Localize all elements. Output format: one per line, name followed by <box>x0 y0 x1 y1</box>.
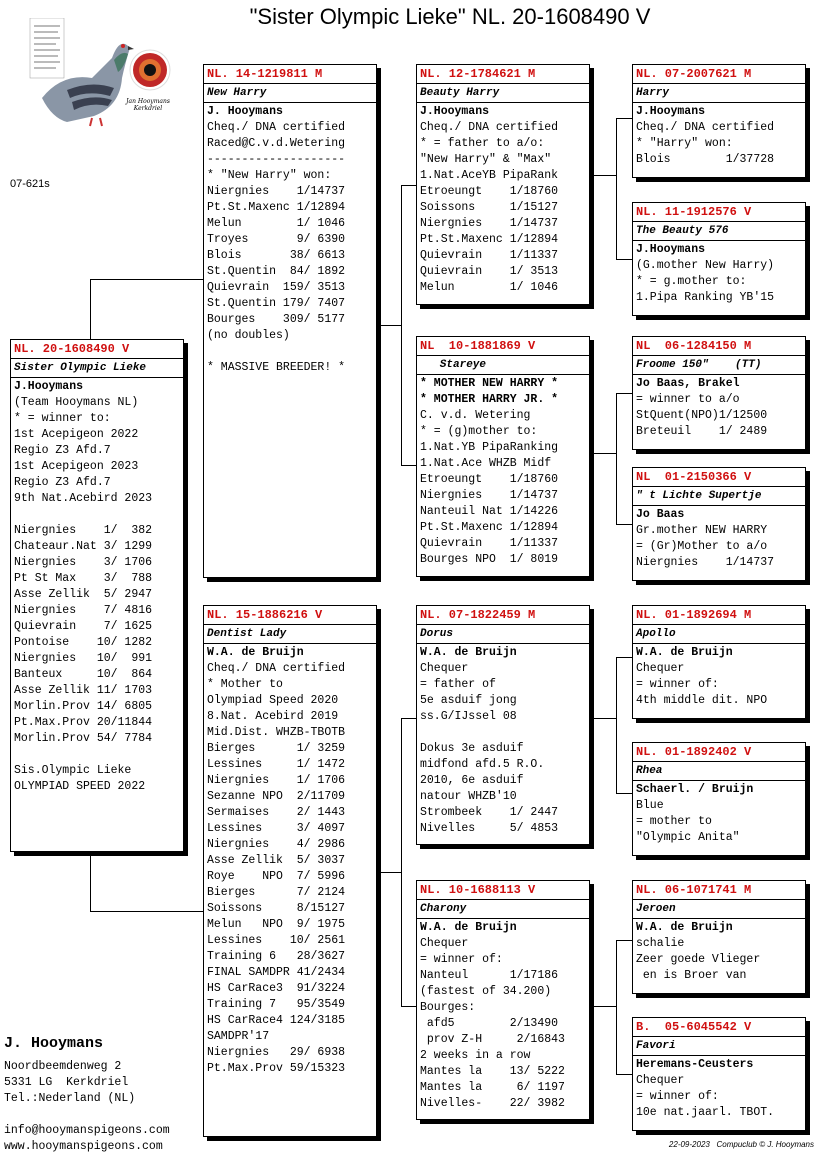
card-line: Regio Z3 Afd.7 <box>14 476 111 489</box>
card-line: 2 weeks in a row <box>420 1049 531 1062</box>
card-line: * MOTHER NEW HARRY * <box>420 377 559 390</box>
pedigree-card-mmm <box>632 1017 806 1131</box>
pedigree-card-fff <box>632 64 806 178</box>
card-body <box>204 644 376 1078</box>
card-line: St.Quentin 179/ 7407 <box>207 297 346 310</box>
card-line: W.A. de Bruijn <box>207 646 304 659</box>
card-line: Quievrain 1/11337 <box>420 537 559 550</box>
card-line: ss.G/IJssel 08 <box>420 710 517 723</box>
card-body <box>633 506 805 572</box>
card-line: = mother to <box>636 815 712 828</box>
connector <box>377 325 401 326</box>
pedigree-card-ff <box>416 64 590 305</box>
card-body <box>633 375 805 441</box>
pigeon-name: Dentist Lady <box>204 625 376 644</box>
card-line: Asse Zellik 5/ 2947 <box>14 588 153 601</box>
pedigree-card-ffm <box>632 202 806 316</box>
card-line: natour WHZB'10 <box>420 790 517 803</box>
pigeon-name: Apollo <box>633 625 805 644</box>
card-line: Sis.Olympic Lieke <box>14 764 132 777</box>
pedigree-card-mmf <box>632 880 806 994</box>
card-line: Niergnies 4/ 2986 <box>207 838 346 851</box>
card-line: 1.Nat.AceYB PipaRank <box>420 169 559 182</box>
card-line: J.Hooymans <box>420 105 490 118</box>
card-line: afd5 2/13490 <box>420 1017 559 1030</box>
card-line: Pt.Max.Prov 59/15323 <box>207 1062 346 1075</box>
card-line: Bourges NPO 1/ 8019 <box>420 553 559 566</box>
card-line: = (Gr)Mother to a/o <box>636 540 768 553</box>
card-line: Pt.St.Maxenc 1/12894 <box>420 521 559 534</box>
pigeon-name: Froome 150" (TT) <box>633 356 805 375</box>
card-line: Melun 1/ 1046 <box>420 281 559 294</box>
card-line: Zeer goede Vlieger <box>636 953 761 966</box>
card-line: Niergnies 10/ 991 <box>14 652 153 665</box>
card-line: * = (g)mother to: <box>420 425 538 438</box>
card-line: Bierges 1/ 3259 <box>207 742 346 755</box>
card-line: Bourges 309/ 5177 <box>207 313 346 326</box>
card-line: St.Quentin 84/ 1892 <box>207 265 346 278</box>
pedigree-card-mother <box>203 605 377 1137</box>
card-line: J.Hooymans <box>636 105 706 118</box>
card-line: Mantes la 6/ 1197 <box>420 1081 565 1094</box>
card-line: Pt.Max.Prov 20/11844 <box>14 716 153 729</box>
card-line: Niergnies 1/14737 <box>636 556 775 569</box>
card-line: Lessines 1/ 1472 <box>207 758 346 771</box>
connector <box>90 279 204 280</box>
card-line: * = winner to: <box>14 412 111 425</box>
card-line: Niergnies 1/ 382 <box>14 524 153 537</box>
pedigree-card-father <box>203 64 377 578</box>
card-line: Melun NPO 9/ 1975 <box>207 918 346 931</box>
owner-email[interactable]: info@hooymanspigeons.com <box>4 1124 170 1137</box>
card-line: Quievrain 159/ 3513 <box>207 281 346 294</box>
card-line: Nanteul 1/17186 <box>420 969 559 982</box>
connector <box>90 279 91 339</box>
card-line: Sermaises 2/ 1443 <box>207 806 346 819</box>
owner-city: 5331 LG Kerkdriel <box>4 1076 129 1089</box>
card-line: Mantes la 13/ 5222 <box>420 1065 565 1078</box>
pigeon-name: The Beauty 576 <box>633 222 805 241</box>
card-line: Gr.mother NEW HARRY <box>636 524 768 537</box>
card-line: Niergnies 3/ 1706 <box>14 556 153 569</box>
ring-number: NL. 10-1688113 V <box>417 881 589 900</box>
card-line: 1st Acepigeon 2022 <box>14 428 139 441</box>
card-line: Quievrain 1/11337 <box>420 249 559 262</box>
pedigree-card-fm <box>416 336 590 577</box>
card-line: 8.Nat. Acebird 2019 <box>207 710 339 723</box>
card-line: = father of <box>420 678 496 691</box>
card-line: Nanteuil Nat 1/14226 <box>420 505 559 518</box>
card-line <box>14 747 180 763</box>
card-line: Soissons 1/15127 <box>420 201 559 214</box>
card-line: Banteux 10/ 864 <box>14 668 153 681</box>
card-line: Dokus 3e asduif <box>420 742 524 755</box>
pigeon-name: Beauty Harry <box>417 84 589 103</box>
card-line: 1.Nat.Ace WHZB Midf <box>420 457 552 470</box>
card-line: Training 6 28/3627 <box>207 950 346 963</box>
connector <box>616 793 632 794</box>
pigeon-name: Rhea <box>633 762 805 781</box>
card-line: * "New Harry" won: <box>207 169 332 182</box>
card-line: -------------------- <box>207 153 346 166</box>
card-body <box>11 378 183 796</box>
card-line: Pt.St.Maxenc 1/12894 <box>207 201 346 214</box>
connector <box>616 118 632 119</box>
pedigree-card-mfm <box>632 742 806 856</box>
card-line: W.A. de Bruijn <box>636 921 733 934</box>
pigeon-name: Jeroen <box>633 900 805 919</box>
card-line: Chequer <box>636 1074 685 1087</box>
card-line: Morlin.Prov 54/ 7784 <box>14 732 153 745</box>
card-line: Heremans-Ceusters <box>636 1058 754 1071</box>
card-line: Asse Zellik 5/ 3037 <box>207 854 346 867</box>
connector <box>616 393 617 525</box>
pigeon-name: Harry <box>633 84 805 103</box>
pedigree-card-fmm <box>632 467 806 581</box>
card-line <box>14 507 180 523</box>
card-line: midfond afd.5 R.O. <box>420 758 545 771</box>
owner-tel: Tel.:Nederland (NL) <box>4 1092 136 1105</box>
connector <box>401 465 417 466</box>
card-line: Etroeungt 1/18760 <box>420 473 559 486</box>
ring-number: NL. 11-1912576 V <box>633 203 805 222</box>
ring-number: NL. 01-1892694 M <box>633 606 805 625</box>
card-body <box>417 375 589 569</box>
connector <box>616 1074 632 1075</box>
ring-number: B. 05-6045542 V <box>633 1018 805 1037</box>
card-line: Training 7 95/3549 <box>207 998 346 1011</box>
connector <box>616 118 617 260</box>
connector <box>90 911 204 912</box>
pigeon-name: Dorus <box>417 625 589 644</box>
card-body <box>204 103 376 377</box>
card-line: 9th Nat.Acebird 2023 <box>14 492 153 505</box>
card-line: Niergnies 1/14737 <box>207 185 346 198</box>
connector <box>616 657 632 658</box>
card-line: W.A. de Bruijn <box>636 646 733 659</box>
card-line: = winner of: <box>636 678 719 691</box>
card-line: 10e nat.jaarl. TBOT. <box>636 1106 775 1119</box>
connector <box>590 453 616 454</box>
card-line: Pontoise 10/ 1282 <box>14 636 153 649</box>
connector <box>616 657 617 794</box>
card-line: HS CarRace3 91/3224 <box>207 982 346 995</box>
card-line: = winner to a/o <box>636 393 740 406</box>
card-line: FINAL SAMDPR 41/2434 <box>207 966 346 979</box>
pigeon-name: Favori <box>633 1037 805 1056</box>
page-title: "Sister Olympic Lieke" NL. 20-1608490 V <box>249 4 651 29</box>
card-line: Chateaur.Nat 3/ 1299 <box>14 540 153 553</box>
card-line: Pt St Max 3/ 788 <box>14 572 153 585</box>
pigeon-name: New Harry <box>204 84 376 103</box>
card-line: (fastest of 34.200) <box>420 985 552 998</box>
card-line: StQuent(NPO)1/12500 <box>636 409 768 422</box>
card-line: Lessines 3/ 4097 <box>207 822 346 835</box>
card-line: J.Hooymans <box>14 380 84 393</box>
pigeon-name: Charony <box>417 900 589 919</box>
card-line: Olympiad Speed 2020 <box>207 694 339 707</box>
connector <box>590 718 616 719</box>
card-line: W.A. de Bruijn <box>420 646 517 659</box>
connector <box>616 524 632 525</box>
card-line: Niergnies 1/14737 <box>420 217 559 230</box>
card-line: Quievrain 1/ 3513 <box>420 265 559 278</box>
card-line: Bourges: <box>420 1001 476 1014</box>
card-line: Niergnies 1/14737 <box>420 489 559 502</box>
ring-number: NL 06-1284150 M <box>633 337 805 356</box>
card-line: Morlin.Prov 14/ 6805 <box>14 700 153 713</box>
ring-number: NL. 12-1784621 M <box>417 65 589 84</box>
card-line: 1.Nat.YB PipaRanking <box>420 441 559 454</box>
card-line: Asse Zellik 11/ 1703 <box>14 684 153 697</box>
card-line: (Team Hooymans NL) <box>14 396 139 409</box>
connector <box>590 175 616 176</box>
card-line: Niergnies 29/ 6938 <box>207 1046 346 1059</box>
card-line: en is Broer van <box>636 969 747 982</box>
card-line <box>420 725 586 741</box>
card-line: Niergnies 7/ 4816 <box>14 604 153 617</box>
card-line: Roye NPO 7/ 5996 <box>207 870 346 883</box>
card-line: J. Hooymans <box>207 105 283 118</box>
card-line: (G.mother New Harry) <box>636 259 775 272</box>
card-line: * = g.mother to: <box>636 275 747 288</box>
card-body <box>633 1056 805 1122</box>
connector <box>616 393 632 394</box>
pigeon-name: Stareye <box>417 356 589 375</box>
owner-name: J. Hooymans <box>4 1035 104 1052</box>
card-line: 2010, 6e asduif <box>420 774 524 787</box>
ring-number: NL. 20-1608490 V <box>11 340 183 359</box>
card-line: Cheq./ DNA certified <box>207 662 346 675</box>
card-line: Schaerl. / Bruijn <box>636 783 754 796</box>
pigeon-logo <box>22 18 177 128</box>
card-line: (no doubles) <box>207 329 290 342</box>
connector <box>401 185 417 186</box>
card-line: Troyes 9/ 6390 <box>207 233 346 246</box>
card-line: Bierges 7/ 2124 <box>207 886 346 899</box>
card-line: 1st Acepigeon 2023 <box>14 460 139 473</box>
logo-caption: Jan Hooymans Kerkdriel <box>126 98 170 112</box>
connector <box>377 872 401 873</box>
card-line: Blue <box>636 799 664 812</box>
connector <box>401 718 402 1007</box>
card-line: Cheq./ DNA certified <box>207 121 346 134</box>
card-line: 5e asduif jong <box>420 694 517 707</box>
card-line: W.A. de Bruijn <box>420 921 517 934</box>
card-line: Strombeek 1/ 2447 <box>420 806 559 819</box>
pedigree-card-mm <box>416 880 590 1120</box>
card-line: Nivelles 5/ 4853 <box>420 822 559 835</box>
card-body <box>417 919 589 1113</box>
connector <box>616 940 632 941</box>
card-line: 4th middle dit. NPO <box>636 694 768 707</box>
card-line: Jo Baas <box>636 508 685 521</box>
connector <box>616 259 632 260</box>
card-line: HS CarRace4 124/3185 <box>207 1014 346 1027</box>
card-line: * "Harry" won: <box>636 137 733 150</box>
card-line: * = father to a/o: <box>420 137 545 150</box>
card-line: Blois 1/37728 <box>636 153 775 166</box>
card-body <box>417 103 589 297</box>
pedigree-card-mff <box>632 605 806 719</box>
card-line: Chequer <box>420 662 469 675</box>
connector <box>90 852 91 912</box>
card-line: Jo Baas, Brakel <box>636 377 740 390</box>
pedigree-card-main <box>10 339 184 852</box>
card-line: Lessines 10/ 2561 <box>207 934 346 947</box>
card-line: Melun 1/ 1046 <box>207 217 346 230</box>
card-line: SAMDPR'17 <box>207 1030 270 1043</box>
pedigree-card-fmf <box>632 336 806 450</box>
ring-number: NL. 07-1822459 M <box>417 606 589 625</box>
card-line: Regio Z3 Afd.7 <box>14 444 111 457</box>
ring-number: NL 01-2150366 V <box>633 468 805 487</box>
card-line: "New Harry" & "Max" <box>420 153 552 166</box>
card-body <box>417 644 589 838</box>
card-line: Etroeungt 1/18760 <box>420 185 559 198</box>
card-line: * MASSIVE BREEDER! * <box>207 361 346 374</box>
card-line: OLYMPIAD SPEED 2022 <box>14 780 146 793</box>
code-label: 07-621s <box>10 178 50 190</box>
card-line: = winner of: <box>420 953 503 966</box>
ring-number: NL. 14-1219811 M <box>204 65 376 84</box>
card-line: Cheq./ DNA certified <box>420 121 559 134</box>
connector <box>590 1006 616 1007</box>
card-line: Pt.St.Maxenc 1/12894 <box>420 233 559 246</box>
connector <box>401 185 402 466</box>
card-body <box>633 919 805 985</box>
card-line: * MOTHER HARRY JR. * <box>420 393 559 406</box>
connector <box>401 718 417 719</box>
card-body <box>633 241 805 307</box>
card-body <box>633 644 805 710</box>
card-line: 1.Pipa Ranking YB'15 <box>636 291 775 304</box>
card-line: Raced@C.v.d.Wetering <box>207 137 346 150</box>
card-body <box>633 781 805 847</box>
card-line: Niergnies 1/ 1706 <box>207 774 346 787</box>
card-line: C. v.d. Wetering <box>420 409 531 422</box>
ring-number: NL 10-1881869 V <box>417 337 589 356</box>
ring-number: NL. 07-2007621 M <box>633 65 805 84</box>
card-line: * Mother to <box>207 678 283 691</box>
card-line: Soissons 8/15127 <box>207 902 346 915</box>
ring-number: NL. 06-1071741 M <box>633 881 805 900</box>
card-line: = winner of: <box>636 1090 719 1103</box>
card-line: Chequer <box>636 662 685 675</box>
card-line: "Olympic Anita" <box>636 831 740 844</box>
pigeon-name: " t Lichte Supertje <box>633 487 805 506</box>
ring-number: NL. 01-1892402 V <box>633 743 805 762</box>
footer-credit: 22-09-2023 Compuclub © J. Hooymans <box>668 1140 814 1149</box>
card-body <box>633 103 805 169</box>
owner-street: Noordbeemdenweg 2 <box>4 1060 122 1073</box>
connector <box>616 940 617 1075</box>
connector <box>401 1006 417 1007</box>
card-line: prov Z-H 2/16843 <box>420 1033 565 1046</box>
card-line: Cheq./ DNA certified <box>636 121 775 134</box>
ring-number: NL. 15-1886216 V <box>204 606 376 625</box>
card-line: J.Hooymans <box>636 243 706 256</box>
pedigree-card-mf <box>416 605 590 845</box>
card-line: schalie <box>636 937 685 950</box>
pigeon-name: Sister Olympic Lieke <box>11 359 183 378</box>
owner-website[interactable]: www.hooymanspigeons.com <box>4 1140 163 1153</box>
card-line <box>207 344 373 360</box>
card-line: Sezanne NPO 2/11709 <box>207 790 346 803</box>
card-line: Chequer <box>420 937 469 950</box>
card-line: Blois 38/ 6613 <box>207 249 346 262</box>
card-line: Breteuil 1/ 2489 <box>636 425 768 438</box>
card-line: Quievrain 7/ 1625 <box>14 620 153 633</box>
card-line: Nivelles- 22/ 3982 <box>420 1097 565 1110</box>
card-line: Mid.Dist. WHZB-TBOTB <box>207 726 346 739</box>
